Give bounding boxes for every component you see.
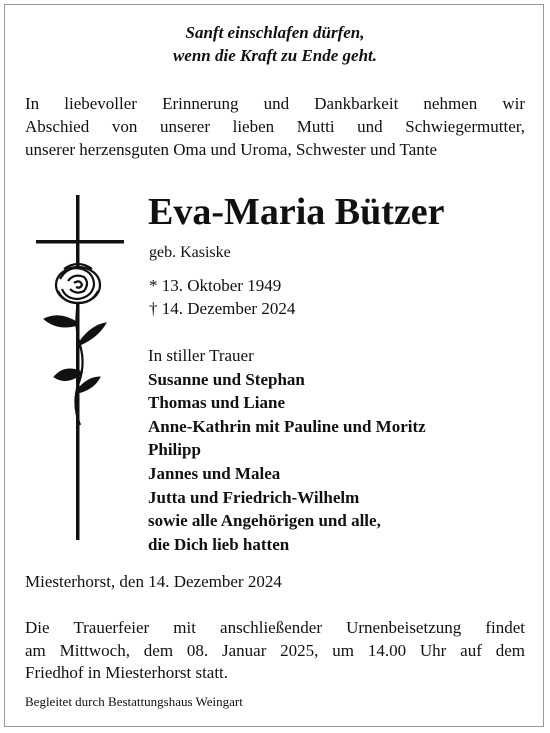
funeral-line-1: Die Trauerfeier mit anschließender Urnenbeisetzung findet [25,618,525,637]
mourner-name: die Dich lieb hatten [148,534,290,554]
funeral-line-2: am Mittwoch, dem 08. Januar 2025, um 14.00 Uhr auf dem [25,640,525,660]
mourning-lead: In stiller Trauer [148,346,254,365]
mourner-name: Jannes und Malea [148,463,281,483]
undertaker-credit: Begleitet durch Bestattungshaus Weingart [25,694,243,709]
motto [0,21,550,67]
mourner-name: Anne-Kathrin mit Pauline und Moritz [148,416,426,436]
mourner-name: sowie alle Angehörigen und alle, [148,511,381,531]
birth-name: geb. Kasiske [149,244,231,261]
birth-date: * 13. Oktober 1949 [149,276,282,295]
intro-text [25,92,525,161]
mourner-name: Thomas und Liane [148,393,285,413]
mourners-list [148,344,426,556]
mourner-name: Jutta und Friedrich-Wilhelm [148,487,360,507]
mourner-name: Susanne und Stephan [148,369,305,389]
life-dates [149,274,295,320]
intro-line-2: Abschied von unserer lieben Mutti und Schwiegermutter, [25,117,525,136]
mourner-name: Philipp [148,440,201,460]
place-date: Miesterhorst, den 14. Dezember 2024 [25,572,282,591]
intro-line-1: In liebevoller Erinnerung und Dankbarkeit nehmen wir [25,94,525,113]
funeral-line-3: Friedhof in Miesterhorst statt. [25,663,229,682]
funeral-info [25,617,525,685]
motto-line-2: wenn die Kraft zu Ende geht. [172,46,378,65]
deceased-name: Eva-Maria Bützer [148,191,445,233]
intro-line-3: unserer herzensguten Oma und Uroma, Schwester und Tante [25,140,438,159]
death-date: † 14. Dezember 2024 [149,299,296,318]
cross-with-rose-icon [34,195,124,550]
motto-line-1: Sanft einschlafen dürfen, [185,23,365,42]
